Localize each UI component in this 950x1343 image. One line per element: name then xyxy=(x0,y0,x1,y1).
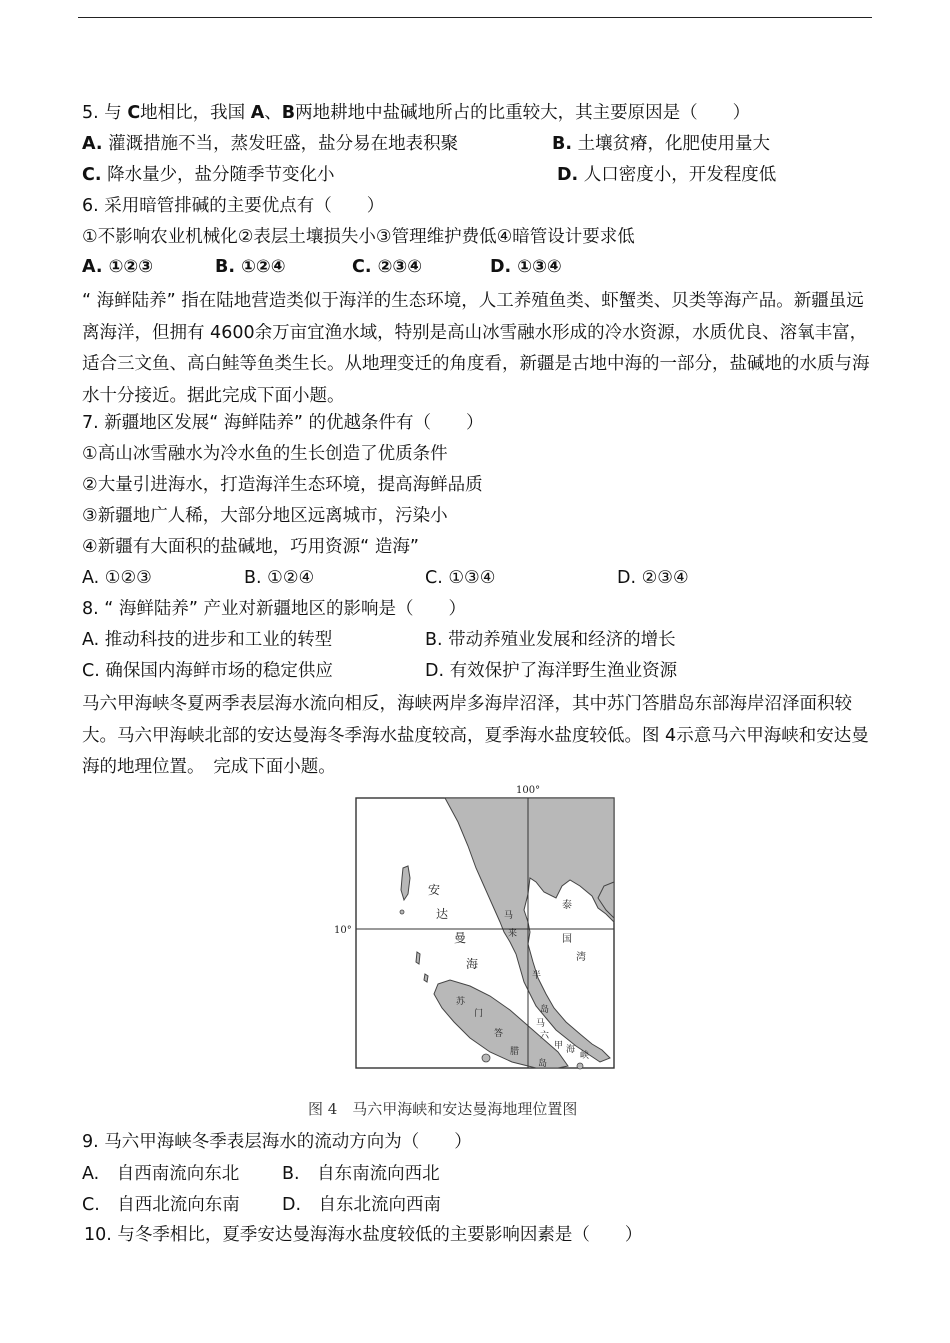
q5-stem: 5. 与 C地相比，我国 A、B两地耕地中盐碱地所占的比重较大，其主要原因是（ ） xyxy=(82,103,751,123)
q9-option-a[interactable]: A. 自西南流向东北 xyxy=(82,1164,240,1184)
q6-option-d[interactable]: D. ①③④ xyxy=(490,257,562,277)
malay-label-2: 来 xyxy=(508,929,518,939)
sumatra-label-2: 门 xyxy=(474,1009,484,1019)
malay-label-4: 岛 xyxy=(540,1005,550,1015)
nicobar-islands-2 xyxy=(424,974,428,982)
q8-option-c[interactable]: C. 确保国内海鲜市场的稳定供应 xyxy=(82,661,333,681)
passage-seafood-farming: “ 海鲜陆养” 指在陆地营造类似于海洋的生态环境，人工养殖鱼类、虾蟹类、贝类等海产品。新疆虽远离海洋，但拥有 4600余万亩宜渔水域，特别是高山冰雪融水形成的冷水资源，水质优良、溶氧丰富，适合三文鱼、高白鲑等鱼类生长。从地理变迁的角度看，新疆是古地中海的一部分，盐碱地的水质与海水十分接近。据此完成下面小题。 xyxy=(82,291,870,406)
q7-option-d[interactable]: D. ②③④ xyxy=(617,568,689,588)
q6-stem: 6. 采用暗管排碱的主要优点有（ ） xyxy=(82,196,385,216)
strait-label-5: 峡 xyxy=(580,1051,590,1061)
q7-option-c[interactable]: C. ①③④ xyxy=(425,568,496,588)
sumatra-label-3: 答 xyxy=(494,1029,504,1039)
q9-option-b[interactable]: B. 自东南流向西北 xyxy=(282,1164,440,1184)
figure-caption: 图 4 马六甲海峡和安达曼海地理位置图 xyxy=(308,1100,578,1118)
q10-stem: 10. 与冬季相比，夏季安达曼海海水盐度较低的主要影响因素是（ ） xyxy=(84,1225,643,1245)
strait-label-2: 六 xyxy=(540,1031,550,1041)
q6-option-c[interactable]: C. ②③④ xyxy=(352,257,423,277)
q7-item-1: ①高山冰雪融水为冷水鱼的生长创造了优质条件 xyxy=(82,444,448,464)
strait-label-4: 海 xyxy=(566,1045,576,1055)
thai-gulf-label-3: 湾 xyxy=(576,952,586,963)
q6-option-a[interactable]: A. ①②③ xyxy=(82,257,154,277)
q7-item-4: ④新疆有大面积的盐碱地，巧用资源“ 造海” xyxy=(82,537,419,557)
q5-option-a[interactable]: A. 灌溉措施不当，蒸发旺盛，盐分易在地表积聚 xyxy=(82,134,459,154)
thai-gulf-label-1: 泰 xyxy=(562,900,572,911)
q6-option-b[interactable]: B. ①②④ xyxy=(215,257,286,277)
header-rule xyxy=(78,17,872,18)
islet-2 xyxy=(482,1054,490,1062)
q5-option-d[interactable]: D. 人口密度小，开发程度低 xyxy=(557,165,777,185)
andaman-label-3: 曼 xyxy=(454,931,467,945)
q8-option-b[interactable]: B. 带动养殖业发展和经济的增长 xyxy=(425,630,676,650)
andaman-label-1: 安 xyxy=(428,883,441,897)
andaman-label-2: 达 xyxy=(436,907,449,921)
q9-stem: 9. 马六甲海峡冬季表层海水的流动方向为（ ） xyxy=(82,1132,472,1152)
lat-label: 10° xyxy=(334,925,352,936)
malay-label-3: 半 xyxy=(532,971,542,981)
sumatra-label-1: 苏 xyxy=(456,997,466,1007)
q9-option-c[interactable]: C. 自西北流向东南 xyxy=(82,1195,240,1215)
passage-malacca: 马六甲海峡冬夏两季表层海水流向相反，海峡两岸多海岸沼泽，其中苏门答腊岛东部海岸沼泽面积较大。马六甲海峡北部的安达曼海冬季海水盐度较高，夏季海水盐度较低。图 4示意马六甲海峡和安达曼海的地理位置。 完成下面小题。 xyxy=(82,694,869,777)
islet-3 xyxy=(577,1063,583,1069)
thai-gulf-label-2: 国 xyxy=(562,934,572,945)
q5-option-c[interactable]: C. 降水量少，盐分随季节变化小 xyxy=(82,165,335,185)
strait-label-3: 甲 xyxy=(554,1041,564,1051)
strait-label-1: 马 xyxy=(536,1019,546,1029)
q8-stem: 8. “ 海鲜陆养” 产业对新疆地区的影响是（ ） xyxy=(82,599,467,619)
q8-option-d[interactable]: D. 有效保护了海洋野生渔业资源 xyxy=(425,661,678,681)
malay-label-1: 马 xyxy=(504,911,514,921)
sumatra-label-5: 岛 xyxy=(538,1059,548,1069)
q8-option-a[interactable]: A. 推动科技的进步和工业的转型 xyxy=(82,630,333,650)
nicobar-islands xyxy=(416,952,420,964)
lon-label: 100° xyxy=(516,785,541,796)
q7-option-a[interactable]: A. ①②③ xyxy=(82,568,152,588)
q7-item-3: ③新疆地广人稀，大部分地区远离城市，污染小 xyxy=(82,506,448,526)
malacca-map xyxy=(330,782,630,1084)
q7-option-b[interactable]: B. ①②④ xyxy=(244,568,315,588)
sumatra-label-4: 腊 xyxy=(510,1047,520,1057)
q7-item-2: ②大量引进海水，打造海洋生态环境，提高海鲜品质 xyxy=(82,475,483,495)
andaman-label-4: 海 xyxy=(466,957,479,971)
islet-1 xyxy=(400,910,404,914)
q7-stem: 7. 新疆地区发展“ 海鲜陆养” 的优越条件有（ ） xyxy=(82,413,484,433)
q9-option-d[interactable]: D. 自东北流向西南 xyxy=(282,1195,442,1215)
q6-items: ①不影响农业机械化②表层土壤损失小③管理维护费低④暗管设计要求低 xyxy=(82,227,635,247)
q5-option-b[interactable]: B. 土壤贫瘠，化肥使用量大 xyxy=(552,134,771,154)
